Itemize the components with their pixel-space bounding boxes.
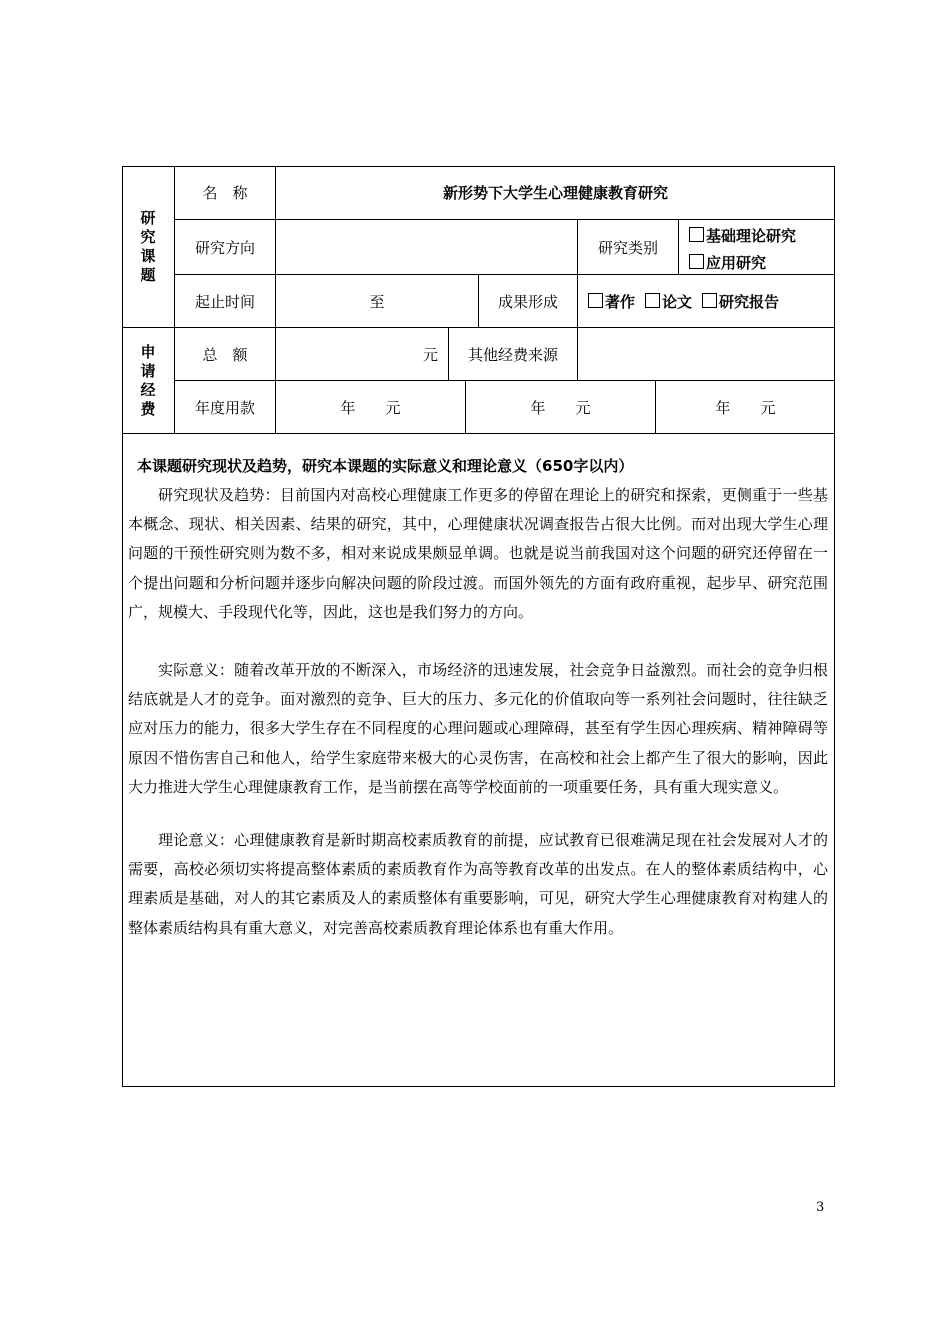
total-unit: 元 bbox=[422, 345, 438, 364]
label-char: 申 bbox=[140, 342, 156, 361]
annual-entry-3[interactable]: 年 元 bbox=[715, 398, 776, 417]
label-char: 题 bbox=[140, 265, 156, 284]
option-label: 研究报告 bbox=[719, 292, 780, 311]
option-label: 著作 bbox=[605, 292, 636, 311]
label-char: 究 bbox=[140, 227, 156, 246]
category-options bbox=[689, 223, 835, 277]
paragraph-status-trends: 研究现状及趋势：目前国内对高校心理健康工作更多的停留在理论上的研究和探索，更侧重于一些基本概念、现状、相关因素、结果的研究，其中，心理健康状况调查报告占很大比例。而对出现大学生心理问题的干预性研究则为数不多，相对来说成果颇显单调。也就是说当前我国对这个问题的研究还停留在一个提出问题和分析问题并逐步向解决问题的阶段过渡。而国外领先的方面有政府重视，起步早、研究范围广，规模大、手段现代化等，因此，这也是我们努力的方向。 bbox=[128, 486, 828, 621]
direction-label: 研究方向 bbox=[194, 238, 255, 257]
label-char: 费 bbox=[140, 399, 156, 418]
outcome-option-book[interactable] bbox=[588, 291, 635, 312]
outcome-option-paper[interactable] bbox=[645, 291, 692, 312]
page-number: 3 bbox=[816, 1200, 825, 1215]
outcome-options bbox=[578, 275, 835, 327]
checkbox-icon[interactable] bbox=[689, 227, 704, 242]
label-char: 课 bbox=[140, 246, 156, 265]
funding-section-label bbox=[122, 328, 174, 433]
category-option-applied[interactable] bbox=[689, 250, 835, 277]
annual-entry-1[interactable]: 年 元 bbox=[340, 398, 401, 417]
name-label: 名 称 bbox=[202, 184, 248, 202]
direction-field[interactable] bbox=[276, 220, 577, 274]
annual-label: 年度用款 bbox=[194, 398, 255, 417]
label-char: 研 bbox=[140, 208, 156, 227]
period-label: 起止时间 bbox=[194, 292, 255, 311]
section-divider bbox=[122, 433, 835, 434]
checkbox-icon[interactable] bbox=[689, 254, 704, 269]
label-char: 请 bbox=[140, 361, 156, 380]
project-name-value[interactable]: 新形势下大学生心理健康教育研究 bbox=[442, 184, 668, 202]
option-label: 应用研究 bbox=[706, 254, 767, 272]
content-heading: 本课题研究现状及趋势，研究本课题的实际意义和理论意义（650字以内） bbox=[137, 457, 634, 475]
outcome-option-report[interactable] bbox=[702, 291, 779, 312]
period-field[interactable]: 至 bbox=[369, 292, 385, 311]
category-label: 研究类别 bbox=[597, 238, 658, 257]
category-option-basic[interactable] bbox=[689, 223, 835, 250]
outcome-label: 成果形成 bbox=[497, 292, 558, 311]
checkbox-icon[interactable] bbox=[588, 293, 603, 308]
total-amount-field[interactable] bbox=[276, 328, 448, 380]
project-section-label bbox=[122, 166, 174, 327]
total-label: 总 额 bbox=[202, 345, 248, 364]
column-divider bbox=[678, 219, 679, 274]
option-label: 论文 bbox=[662, 292, 693, 311]
checkbox-icon[interactable] bbox=[702, 293, 717, 308]
checkbox-icon[interactable] bbox=[645, 293, 660, 308]
other-source-label: 其他经费来源 bbox=[467, 345, 558, 364]
label-char: 经 bbox=[140, 380, 156, 399]
option-label: 基础理论研究 bbox=[706, 227, 797, 245]
annual-entry-2[interactable]: 年 元 bbox=[530, 398, 591, 417]
other-source-field[interactable] bbox=[578, 328, 835, 380]
paragraph-practical-significance: 实际意义：随着改革开放的不断深入，市场经济的迅速发展，社会竞争日益激烈。而社会的竞争归根结底就是人才的竞争。面对激烈的竞争、巨大的压力、多元化的价值取向等一系列社会问题时，往往缺乏应对压力的能力，很多大学生存在不同程度的心理问题或心理障碍，甚至有学生因心理疾病、精神障碍等原因不惜伤害自己和他人，给学生家庭带来极大的心灵伤害，在高校和社会上都产生了很大的影响，因此大力推进大学生心理健康教育工作，是当前摆在高等学校面前的一项重要任务，具有重大现实意义。 bbox=[128, 661, 828, 796]
paragraph-theoretical-significance: 理论意义：心理健康教育是新时期高校素质教育的前提，应试教育已很难满足现在社会发展对人才的需要，高校必须切实将提高整体素质的素质教育作为高等教育改革的出发点。在人的整体素质结构中，心理素质是基础，对人的其它素质及人的素质整体有重要影响，可见，研究大学生心理健康教育对构建人的整体素质结构具有重大意义，对完善高校素质教育理论体系也有重大作用。 bbox=[128, 831, 828, 937]
